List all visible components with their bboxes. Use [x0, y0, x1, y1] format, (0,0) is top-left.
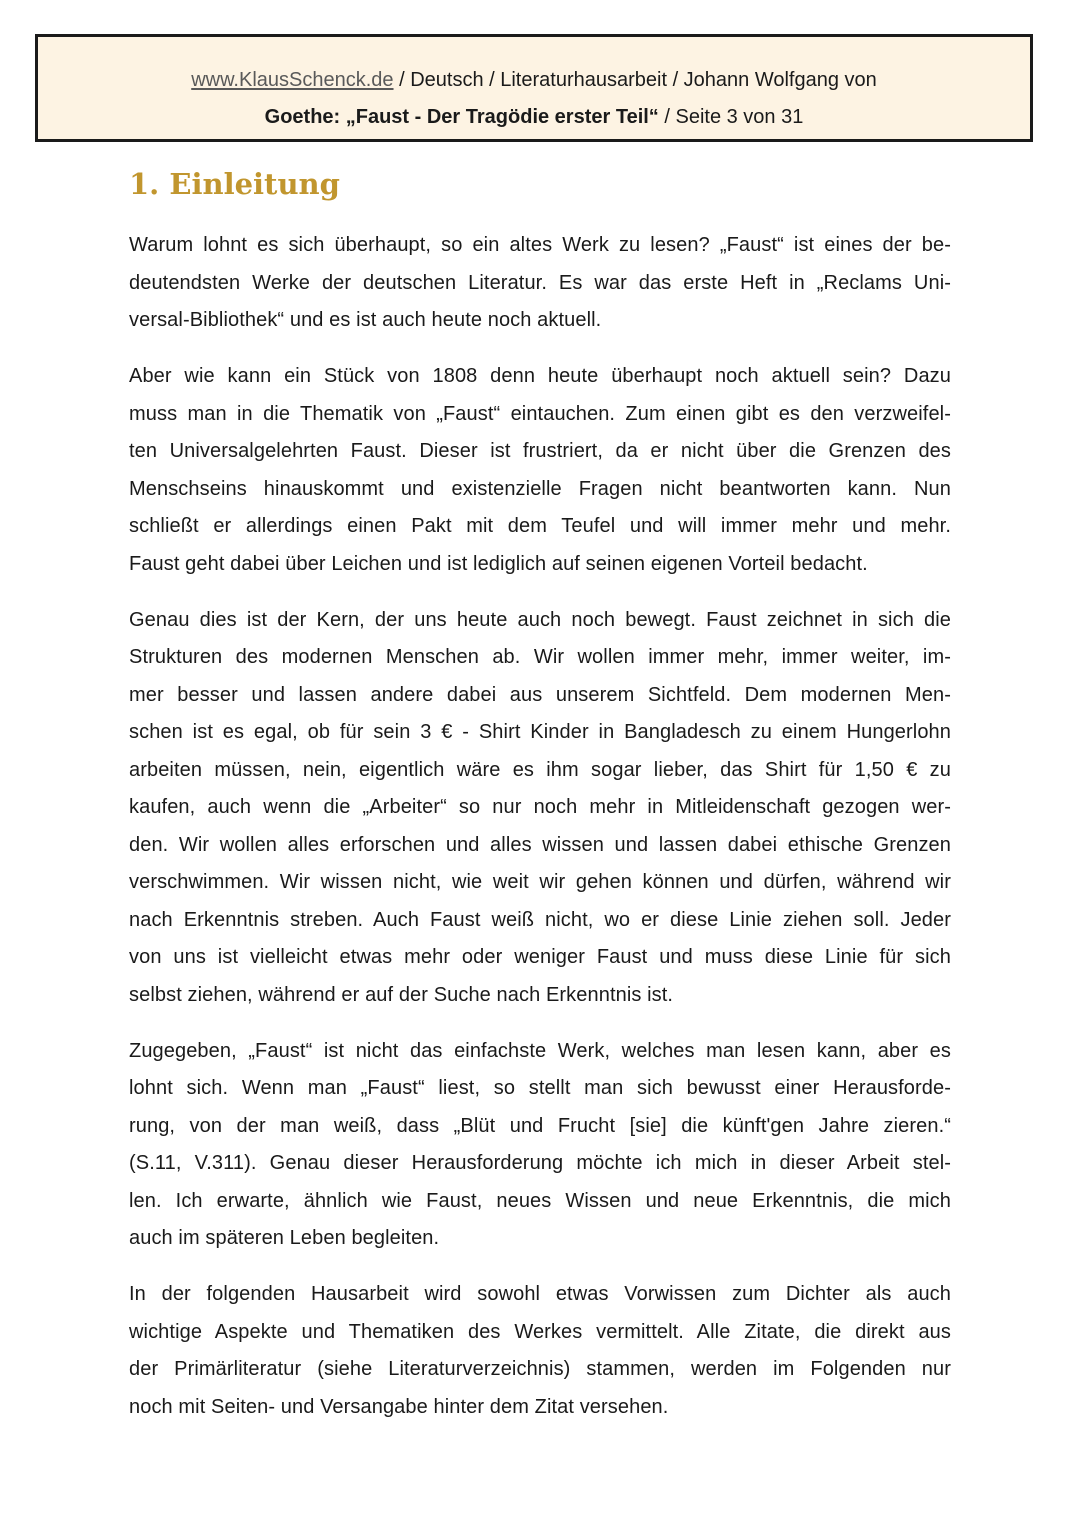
paragraph	[129, 602, 951, 1015]
header-work-title: Goethe: „Faust - Der Tragödie erster Teil“	[264, 106, 659, 128]
header-page-number: / Seite 3 von 31	[658, 106, 804, 128]
paragraph	[129, 1276, 951, 1426]
header-website-link[interactable]: www.KlausSchenck.de	[191, 69, 394, 91]
header-path: / Deutsch / Literaturhausarbeit / Johann Wolfgang von	[393, 69, 877, 91]
paragraph	[129, 1033, 951, 1258]
text-line: Genau dies ist der Kern, der uns heute auch noch bewegt. Faust zeichnet in sich die	[129, 608, 951, 631]
text-line: In der folgenden Hausarbeit wird sowohl etwas Vorwissen zum Dichter als auch	[129, 1283, 951, 1305]
text-line: nach Erkenntnis streben. Auch Faust weiß nicht, wo er diese Linie ziehen soll. Jeder	[129, 908, 951, 931]
paragraph	[129, 227, 951, 340]
text-line: rung, von der man weiß, dass „Blüt und Frucht [sie] die künft'gen Jahre zieren.“	[129, 1114, 951, 1137]
text-line: Aber wie kann ein Stück von 1808 denn heute überhaupt noch aktuell sein? Dazu	[129, 365, 951, 387]
text-line: muss man in die Thematik von „Faust“ eintauchen. Zum einen gibt es den verzweifel-	[129, 402, 951, 425]
text-line: der Primärliteratur (siehe Literaturverzeichnis) stammen, werden im Folgenden nur	[129, 1358, 951, 1380]
text-line: schließt er allerdings einen Pakt mit dem Teufel und will immer mehr und mehr.	[129, 515, 951, 537]
text-line: selbst ziehen, während er auf der Suche nach Erkenntnis ist.	[129, 983, 674, 1006]
text-line: deutendsten Werke der deutschen Literatur. Es war das erste Heft in „Reclams Uni-	[129, 271, 951, 294]
body-text	[129, 227, 951, 1445]
section-title: 1. Einleitung	[129, 167, 340, 201]
text-line: Menschseins hinauskommt und existenzielle Fragen nicht beantworten kann. Nun	[129, 477, 951, 500]
text-line: auch im späteren Leben begleiten.	[129, 1227, 440, 1249]
page-header	[35, 34, 1033, 142]
text-line: noch mit Seiten- und Versangabe hinter dem Zitat versehen.	[129, 1395, 669, 1418]
text-line: den. Wir wollen alles erforschen und alles wissen und lassen dabei ethische Grenzen	[129, 833, 951, 856]
text-line: arbeiten müssen, nein, eigentlich wäre es ihm sogar lieber, das Shirt für 1,50 € zu	[129, 758, 951, 781]
text-line: wichtige Aspekte und Thematiken des Werkes vermittelt. Alle Zitate, die direkt aus	[129, 1320, 951, 1343]
text-line: verschwimmen. Wir wissen nicht, wie weit wir gehen können und dürfen, während wir	[129, 871, 951, 893]
header-line-1	[38, 62, 1030, 99]
text-line: Strukturen des modernen Menschen ab. Wir wollen immer mehr, immer weiter, im-	[129, 646, 951, 668]
text-line: ten Universalgelehrten Faust. Dieser ist frustriert, da er nicht über die Grenzen des	[129, 440, 951, 462]
text-line: Zugegeben, „Faust“ ist nicht das einfachste Werk, welches man lesen kann, aber es	[129, 1039, 951, 1062]
text-line: lohnt sich. Wenn man „Faust“ liest, so stellt man sich bewusst einer Herausforde-	[129, 1077, 951, 1099]
text-line: Warum lohnt es sich überhaupt, so ein altes Werk zu lesen? „Faust“ ist eines der be-	[129, 234, 951, 256]
text-line: schen ist es egal, ob für sein 3 € - Shirt Kinder in Bangladesch zu einem Hungerlohn	[129, 721, 951, 743]
text-line: versal-Bibliothek“ und es ist auch heute noch aktuell.	[129, 309, 602, 331]
text-line: von uns ist vielleicht etwas mehr oder weniger Faust und muss diese Linie für sich	[129, 946, 951, 968]
paragraph	[129, 358, 951, 583]
text-line: (S.11, V.311). Genau dieser Herausforderung möchte ich mich in dieser Arbeit stel-	[129, 1152, 951, 1174]
text-line: kaufen, auch wenn die „Arbeiter“ so nur noch mehr in Mitleidenschaft gezogen wer-	[129, 796, 951, 818]
text-line: mer besser und lassen andere dabei aus unserem Sichtfeld. Dem modernen Men-	[129, 683, 951, 706]
text-line: len. Ich erwarte, ähnlich wie Faust, neues Wissen und neue Erkenntnis, die mich	[129, 1189, 951, 1212]
text-line: Faust geht dabei über Leichen und ist lediglich auf seinen eigenen Vorteil bedacht.	[129, 552, 868, 575]
header-line-2	[38, 99, 1030, 136]
